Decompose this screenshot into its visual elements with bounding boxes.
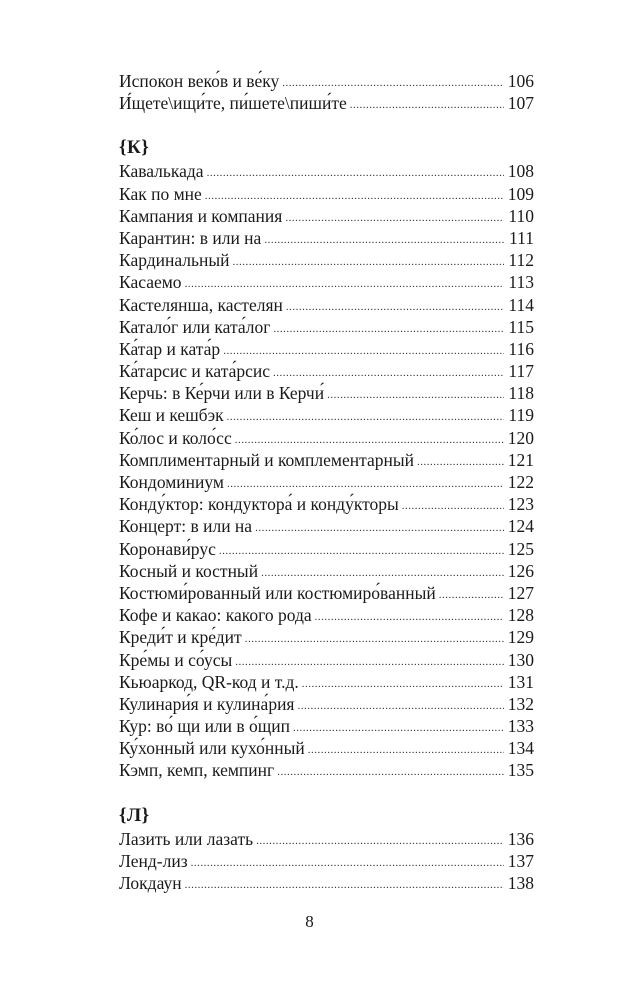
toc-entry	[119, 493, 534, 515]
entry-title: Керчь: в Ке́рчи или в Керчи́	[119, 383, 325, 404]
entry-title: Кур: во́ щи или в о́щип	[119, 716, 291, 737]
entry-title: Кэмп, кемп, кемпинг	[119, 760, 275, 781]
entry-page: 126	[507, 560, 534, 581]
dot-leader	[227, 473, 504, 495]
dot-leader	[235, 429, 504, 451]
toc-entry	[119, 316, 534, 338]
entry-title: Кофе и какао: какого рода	[119, 605, 312, 626]
dot-leader	[282, 72, 504, 94]
entry-title: Касаемо	[119, 272, 182, 293]
entry-page: 113	[508, 272, 534, 293]
entry-title: Испокон веко́в и ве́ку	[119, 71, 280, 91]
toc-entry	[119, 649, 534, 671]
toc-entry	[119, 227, 534, 249]
toc-entry	[119, 872, 534, 894]
dot-leader	[402, 495, 504, 517]
entry-page: 112	[508, 250, 534, 271]
entry-title: Кампания и компания	[119, 205, 283, 226]
toc-entry	[119, 360, 534, 382]
entry-page: 127	[507, 582, 534, 603]
toc-entry	[119, 294, 534, 316]
dot-leader	[227, 406, 504, 428]
entry-page: 124	[507, 516, 534, 537]
toc-entry	[119, 828, 534, 850]
entry-page: 118	[508, 383, 534, 404]
entry-page: 123	[507, 494, 534, 515]
toc-entry	[119, 715, 534, 737]
table-of-contents	[119, 70, 534, 894]
entry-title: Карантин: в или на	[119, 227, 262, 248]
entry-page: 128	[507, 605, 534, 626]
entry-title: Креди́т и кре́дит	[119, 627, 242, 648]
toc-entry	[119, 249, 534, 271]
entry-title: Ленд-лиз	[119, 850, 188, 871]
dot-leader	[264, 229, 504, 251]
entry-title: Как по мне	[119, 183, 202, 204]
toc-entry	[119, 427, 534, 449]
dot-leader	[185, 874, 504, 896]
toc-entry	[119, 404, 534, 426]
page-number: 8	[305, 912, 314, 931]
toc-section-k	[119, 136, 534, 781]
entry-title: Кеш и кешбэк	[119, 405, 224, 426]
entry-page: 129	[507, 627, 534, 648]
entry-page: 136	[507, 828, 534, 849]
entry-title: Катало́г или ката́лог	[119, 316, 271, 337]
entry-title: Коронави́рус	[119, 538, 216, 559]
entry-page: 131	[507, 671, 534, 692]
entry-title: Ка́тар и ката́р	[119, 338, 221, 359]
toc-entry	[119, 850, 534, 872]
entry-page: 106	[507, 71, 534, 91]
entry-title: Кардинальный	[119, 250, 230, 271]
toc-entry	[119, 92, 534, 114]
entry-title: Ка́тарсис и ката́рсис	[119, 361, 270, 382]
entry-page: 115	[508, 316, 534, 337]
dot-leader	[327, 384, 504, 406]
dot-leader	[233, 251, 505, 273]
entry-page: 132	[507, 693, 534, 714]
toc-section-l	[119, 804, 534, 895]
entry-page: 134	[507, 738, 534, 759]
toc-entry	[119, 449, 534, 471]
toc-entry	[119, 560, 534, 582]
entry-page: 122	[507, 472, 534, 492]
dot-leader	[207, 162, 504, 184]
dot-leader	[223, 340, 504, 362]
entry-title: Кавалькада	[119, 161, 204, 182]
entry-page: 111	[509, 227, 534, 248]
dot-leader	[285, 207, 504, 229]
entry-title: Кулинари́я и кулина́рия	[119, 693, 295, 714]
entry-page: 116	[508, 338, 534, 359]
dot-leader	[308, 739, 504, 761]
entry-title: Концерт: в или на	[119, 516, 253, 537]
dot-leader	[350, 94, 504, 116]
entry-title: Кьюаркод, QR-код и т.д.	[119, 671, 299, 692]
entry-page: 108	[507, 161, 534, 182]
dot-leader	[219, 540, 504, 562]
toc-entry	[119, 205, 534, 227]
entry-title: И́щете\ищи́те, пи́шете\пиши́те	[119, 93, 347, 114]
toc-entry	[119, 626, 534, 648]
toc-entry	[119, 382, 534, 404]
entry-page: 120	[507, 427, 534, 448]
toc-entry	[119, 338, 534, 360]
entry-page: 114	[508, 294, 534, 315]
dot-leader	[293, 717, 504, 739]
entry-page: 137	[507, 850, 534, 871]
dot-leader	[315, 606, 504, 628]
entry-title: Косный и костный	[119, 560, 259, 581]
dot-leader	[277, 761, 504, 783]
toc-entry	[119, 70, 534, 92]
dot-leader	[273, 362, 504, 384]
toc-entry	[119, 471, 534, 493]
dot-leader	[261, 562, 504, 584]
entry-page: 135	[507, 760, 534, 781]
toc-entry	[119, 582, 534, 604]
dot-leader	[191, 852, 504, 874]
dot-leader	[273, 318, 504, 340]
entry-title: Кондоминиум	[119, 472, 224, 492]
dot-leader	[205, 185, 504, 207]
toc-entry	[119, 160, 534, 182]
entry-page: 130	[507, 649, 534, 670]
entry-title: Лазить или лазать	[119, 828, 254, 849]
entry-page: 109	[507, 183, 534, 204]
entry-page: 119	[508, 405, 534, 426]
toc-entry	[119, 737, 534, 759]
entry-title: Кре́мы и со́усы	[119, 649, 233, 670]
entry-title: Кастелянша, кастелян	[119, 294, 283, 315]
toc-entry	[119, 515, 534, 537]
dot-leader	[235, 651, 504, 673]
dot-leader	[245, 628, 504, 650]
entry-page: 125	[507, 538, 534, 559]
dot-leader	[286, 296, 504, 318]
dot-leader	[185, 273, 504, 295]
toc-entry	[119, 671, 534, 693]
entry-title: Ку́хонный или кухо́нный	[119, 738, 305, 759]
toc-entry	[119, 183, 534, 205]
dot-leader	[439, 584, 504, 606]
dot-leader	[417, 451, 504, 473]
toc-entry	[119, 759, 534, 781]
section-heading: {К}	[119, 137, 150, 159]
dot-leader	[297, 695, 504, 717]
entry-page: 121	[507, 449, 534, 470]
toc-entry	[119, 538, 534, 560]
entry-title: Комплиментарный и комплементарный	[119, 449, 414, 470]
entry-title: Ко́лос и коло́сс	[119, 427, 232, 448]
entry-title: Локдаун	[119, 873, 182, 893]
entry-page: 117	[508, 361, 534, 382]
entry-page: 107	[507, 93, 534, 114]
toc-entry	[119, 604, 534, 626]
toc-entry	[119, 271, 534, 293]
entry-title: Конду́ктор: кондуктора́ и конду́кторы	[119, 494, 399, 515]
section-heading: {Л}	[119, 804, 150, 826]
toc-entry	[119, 693, 534, 715]
entry-page: 133	[507, 716, 534, 737]
dot-leader	[255, 517, 504, 539]
toc-section-i-continued	[119, 70, 534, 114]
entry-page: 138	[507, 873, 534, 893]
entry-page: 110	[508, 205, 534, 226]
entry-title: Костюми́рованный или костюмиро́ванный	[119, 582, 436, 603]
dot-leader	[302, 673, 504, 695]
dot-leader	[256, 830, 504, 852]
